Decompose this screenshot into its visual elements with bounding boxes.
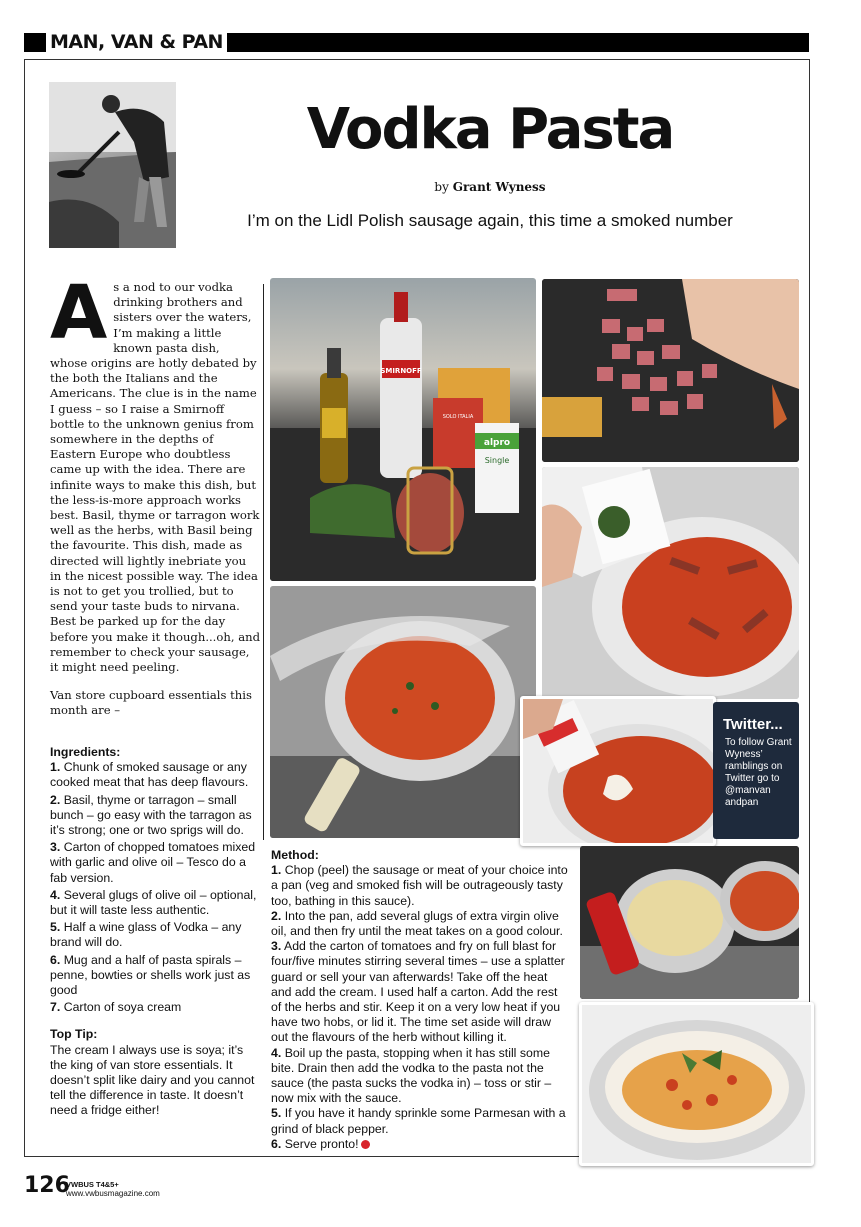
tomato-pan-photo: [542, 467, 799, 699]
ingredients-column: [50, 745, 260, 1119]
method-step: 3. Add the carton of tomatoes and fry on full blast for four/five minutes stirring several times – use a splatter guard or sell your van afterwards! Take off the heat and add the cream. I used half a carton. Add the rest of the herbs and stir. Keep it on a very low heat if you have two hobs, or lid it. The time set aside will draw out the flavours of the herb without killing it.: [271, 939, 565, 1045]
alpro-label: alpro: [483, 438, 511, 448]
end-mark-icon: [361, 1140, 370, 1149]
column-divider: [263, 284, 264, 840]
footer-url: www.vwbusmagazine.com: [66, 1189, 160, 1198]
top-tip-heading: Top Tip:: [50, 1027, 98, 1042]
standfirst: I’m on the Lidl Polish sausage again, this time a smoked number: [247, 211, 733, 230]
method-step: 4. Boil up the pasta, stopping when it has still some bite. Drain then add the vodka to the pasta not the sauce (the pasta sucks the vodka in) – toss or stir – now mix with the sauce.: [271, 1045, 552, 1106]
ingredients-heading: Ingredients:: [50, 745, 121, 759]
ingredient-item: 3. Carton of chopped tomatoes mixed with garlic and olive oil – Tesco do a fab version.: [50, 840, 256, 885]
smirnoff-label: SMIRNOFF: [380, 367, 422, 375]
ingredient-item: 7. Carton of soya cream: [50, 1000, 182, 1015]
intro-text: s a nod to our vodka drinking brothers and sisters over the waters, I’m making a little known pasta dish, whose origins are hotly debated by the both the Italians and the Americans. The clue is in the name I guess – so I raise a Smirnoff bottle to the unknown genius from somewhere in the depths of Eastern Europe who doubtless came up with the idea. There are infinite ways to make this dish, but the less-is-more approach works best. Basil, thyme or tarragon work well as the herbs, with Basil being the favourite. This dish, made as directed will lightly inebriate you in the nicest possible way. The idea is not to get you trollied, but to send your taste buds to nirvana. Best be parked up for the day before you make it though...oh, and remember to check your sausage, it might need peeling.: [50, 280, 260, 675]
byline-prefix: by: [434, 180, 449, 194]
ingredients-photo: [270, 278, 536, 581]
top-tip: [50, 1027, 260, 1118]
section-label: MAN, VAN & PAN: [46, 30, 227, 55]
cream-pour-photo: [520, 696, 716, 846]
ingredient-item: 5. Half a wine glass of Vodka – any brand will do.: [50, 920, 242, 950]
alpro-sub-label: Single: [484, 456, 510, 465]
method-section: [271, 848, 571, 1152]
twitter-box: [713, 702, 799, 839]
ingredients-list: [50, 760, 260, 1015]
page-number: 126: [24, 1173, 70, 1198]
article-title: Vodka Pasta: [306, 97, 674, 162]
top-tip-text: The cream I always use is soya; it’s the king of van store essentials. It doesn’t split like dairy and you cannot tell the difference in taste. It doesn’t need a fridge either!: [50, 1042, 255, 1118]
essentials-line: Van store cupboard essentials this month are –: [50, 688, 252, 718]
method-heading: Method:: [271, 848, 319, 862]
ingredient-item: 6. Mug and a half of pasta spirals – penne, bowties or shells work just as good: [50, 952, 251, 998]
method-step: 2. Into the pan, add several glugs of extra virgin olive oil, and then fry until the meat takes on a good colour.: [271, 908, 563, 939]
vodka-pasta-photo: [580, 846, 799, 999]
tomato-carton-label: SOLO ITALIA: [442, 414, 474, 420]
author-photo: [49, 82, 176, 248]
method-step: 5. If you have it handy sprinkle some Parmesan with a grind of black pepper.: [271, 1106, 566, 1136]
twitter-title: Twitter...: [723, 716, 783, 733]
byline: [340, 180, 640, 194]
ingredient-item: 1. Chunk of smoked sausage or any cooked meat that has deep flavours.: [50, 760, 249, 790]
chopping-photo: [542, 279, 799, 462]
sauce-pan-photo: [270, 586, 536, 838]
author-name: Grant Wyness: [452, 180, 546, 194]
drop-cap: A: [50, 270, 108, 356]
finished-dish-photo: [579, 1002, 814, 1166]
method-step: 6. Serve pronto!: [271, 1137, 571, 1152]
ingredient-item: 2. Basil, thyme or tarragon – small bunch – go easy with the tarragon as it’s strong; one or two sprigs will do.: [50, 792, 252, 838]
method-step: 1. Chop (peel) the sausage or meat of your choice into a pan (veg and smoked fish will be outrageously tasty too, bathing in this sauce).: [271, 863, 568, 908]
footer-magazine: VWBUS T4&5+: [66, 1180, 119, 1189]
intro-column: [50, 270, 260, 732]
twitter-text: To follow Grant Wyness’ ramblings on Twitter go to @manvan andpan: [725, 737, 792, 808]
ingredient-item: 4. Several glugs of olive oil – optional, but it will taste less authentic.: [50, 887, 257, 918]
